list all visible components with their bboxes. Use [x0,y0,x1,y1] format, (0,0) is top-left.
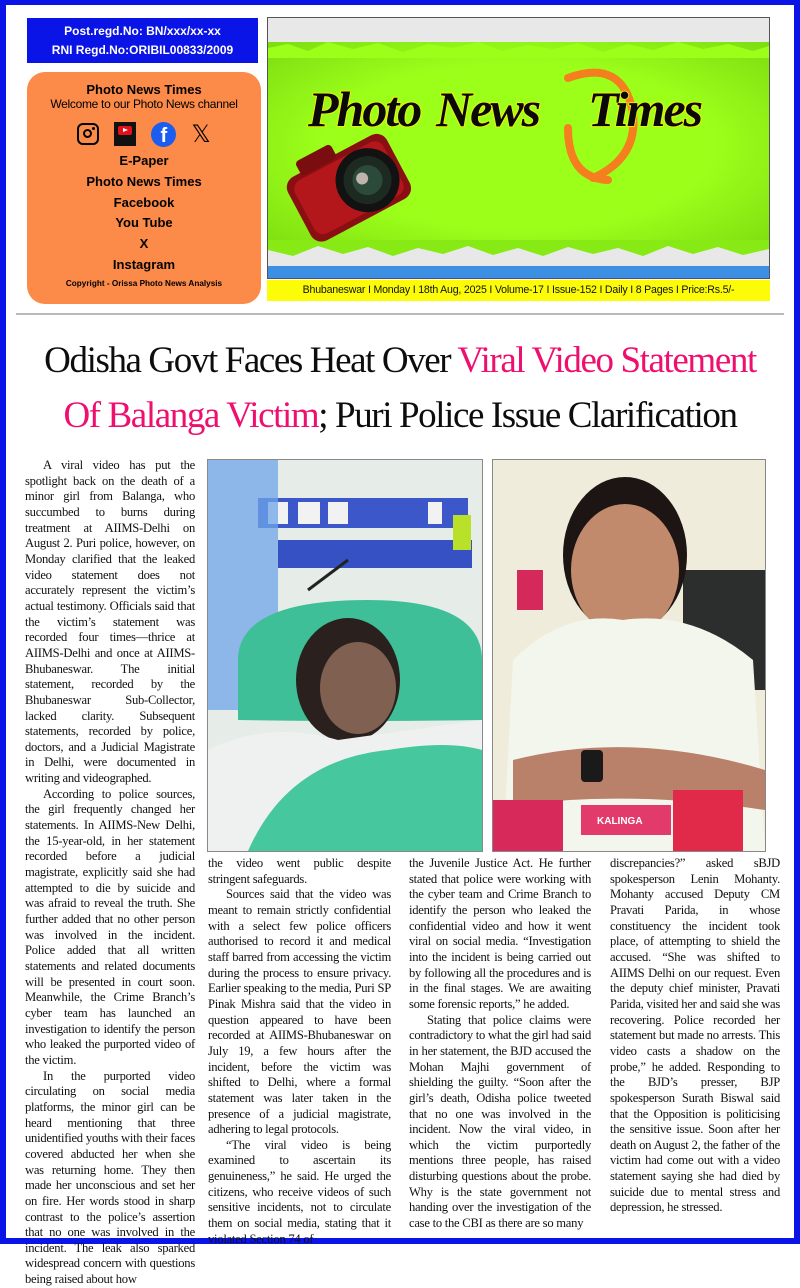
article-paragraph: Stating that police claims were contradictory to what the girl had said in her statement, the BJD accused the Mohan Majhi government of shielding the guilty. “Soon after the girl’s death, Odisha police tweeted that no one was involved in the incident. Now the viral video, in which the victim purportedly mentions three people, has raised disturbing questions about the probe. Why is the state government not handing over the investigation of the case to the CBI as there are so many [409,1012,591,1231]
headline-pink-part-1: Viral Video Statement [457,340,756,381]
article-paragraph: the Juvenile Justice Act. He further stated that police were working with the cyber team and Crime Branch to identify the person who leaked the confidential video and how it went viral on social media. “Investigation into the incident is being carried out by following all the procedures and is in the final stages. We are awaiting some forensic reports,” he added. [409,856,591,1011]
article-paragraph: Sources said that the video was meant to remain strictly confidential with a select few police officers authorised to record it and medical staff barred from accessing the victim during the process to ensure privacy. Earlier speaking to the media, Puri SP Pinak Mishra said that the video in question appeared to have been recorded at AIIMS-Bhubaneswar on July 19, a few hours after the incident, before the victim was shifted to Delhi, where a formal statement was later taken in the presence of a judicial magistrate, adhering to legal protocols. [208,887,391,1137]
article-column-2 [208,856,391,1247]
x-icon[interactable]: 𝕏 [191,120,211,148]
link-instagram[interactable]: Instagram [112,256,176,272]
article-column-4 [610,856,780,1216]
link-facebook[interactable]: Facebook [113,194,175,210]
social-box-welcome: Welcome to our Photo News channel [50,97,238,111]
copyright-text: Copyright - Orissa Photo News Analysis [65,278,223,288]
article-paragraph: “The viral video is being examined to ascertain its genuineness,” he said. He urged the citizens, who receive videos of such sensitive incidents, not to circulate them on social media, stating that it violated Section 74 of [208,1137,391,1246]
article-headline [18,333,782,443]
article-paragraph: In the purported video circulating on social media platforms, the minor girl can be heard mentioning that three unidentified youths with their faces covered abducted her when she was returning home. They then made her unconscious and set her on fire. Her words stood in sharp contrast to the police’s assertion that no one was involved in the incident. The leak also sparked widespread concern with questions being raised about how [25,1068,195,1287]
headline-line-1 [18,333,782,388]
mic-label: KALINGA [597,816,643,827]
link-youtube[interactable]: You Tube [115,215,173,231]
article-paragraph: A viral video has put the spotlight back on the death of a minor girl from Balanga, who succumbed to burns during treatment at AIIMS-Delhi on August 2. Puri police, however, on Monday clarified that the leaked video statement does not accurately represent the victim’s actual testimony. Officials said that the victim’s statement was recorded four times—thrice at AIIMS-Delhi and once at AIIMS-Bhubaneswar. The initial statement, recorded by the Bhubaneswar Sub-Collector, lacked clarity. Subsequent statements, recorded by police, doctors, and a Judicial Magistrate in Delhi, were documented in writing and videographed. [25,458,195,786]
social-links-box [27,72,261,304]
headline-black-part-1: Odisha Govt Faces Heat Over [44,340,458,381]
press-conference-photo [492,459,766,852]
youtube-icon[interactable] [114,122,136,146]
link-epaper[interactable]: E-Paper [119,153,169,168]
hospital-patient-photo [207,459,483,852]
press-photo-image [493,460,765,851]
dateline-bar: Bhubaneswar I Monday I 18th Aug, 2025 I Volume-17 I Issue-152 I Daily I 8 Pages I Price:Rs.5/- [267,280,770,301]
logo-word-news: News [436,81,540,137]
masthead-logo-banner [267,17,770,279]
social-box-brand: Photo News Times [86,82,202,97]
facebook-icon[interactable]: f [151,122,176,147]
logo-word-photo: Photo [308,81,421,137]
article-column-1 [25,458,195,1288]
logo-swoosh [268,18,769,278]
rni-regd-number: RNI Regd.No:ORIBIL00833/2009 [51,43,234,57]
registration-box [27,18,258,63]
logo-word-times: Times [588,81,702,137]
post-regd-number: Post.regd.No: BN/xxx/xx-xx [64,24,221,38]
link-x[interactable]: X [139,236,149,252]
link-photo-news-times[interactable]: Photo News Times [86,173,202,189]
social-icons-row [27,121,261,147]
hospital-photo-image [208,460,482,851]
headline-pink-part-2: Of Balanga Victim [63,395,319,436]
social-links-list [27,151,261,276]
headline-black-part-2: ; Puri Police Issue Clarification [318,395,737,436]
instagram-icon[interactable] [77,123,99,145]
article-paragraph: the video went public despite stringent safeguards. [208,856,391,886]
headline-line-2 [18,388,782,443]
article-paragraph: discrepancies?” asked sBJD spokesperson Lenin Mohanty. Mohanty accused Deputy CM Pravati Parida, in whose constituency the incident took place, of attempting to shield the accused. “She was shifted to AIIMS Delhi on our request. Even the deputy chief minister, Pravati Parida, visited her and said she was recovering. Police recorded her statement but made no arrests. This video casts a shadow on the probe,” he added. Responding to the BJD’s presser, BJP spokesperson Surath Biswal said that the Opposition is politicising the sensitive issue. Soon after her death on August 2, the father of the victim had come out with a video statement saying she had died by suicide due to mental stress and depression, he stressed. [610,856,780,1215]
article-column-3 [409,856,591,1232]
article-paragraph: According to police sources, the girl frequently changed her statements. In AIIMS-New Delhi, the 15-year-old, in her statement recorded before a judicial magistrate, explicitly said she had attempted to die by suicide and was afraid to reveal the truth. She further added that no other person was involved in the incident. Police added that all written statements and related documents will be presented in court soon. Meanwhile, the Crime Branch’s cyber team has launched an investigation to identify the person who leaked the purported video of the victim. [25,786,195,1067]
horizontal-rule [16,313,784,315]
